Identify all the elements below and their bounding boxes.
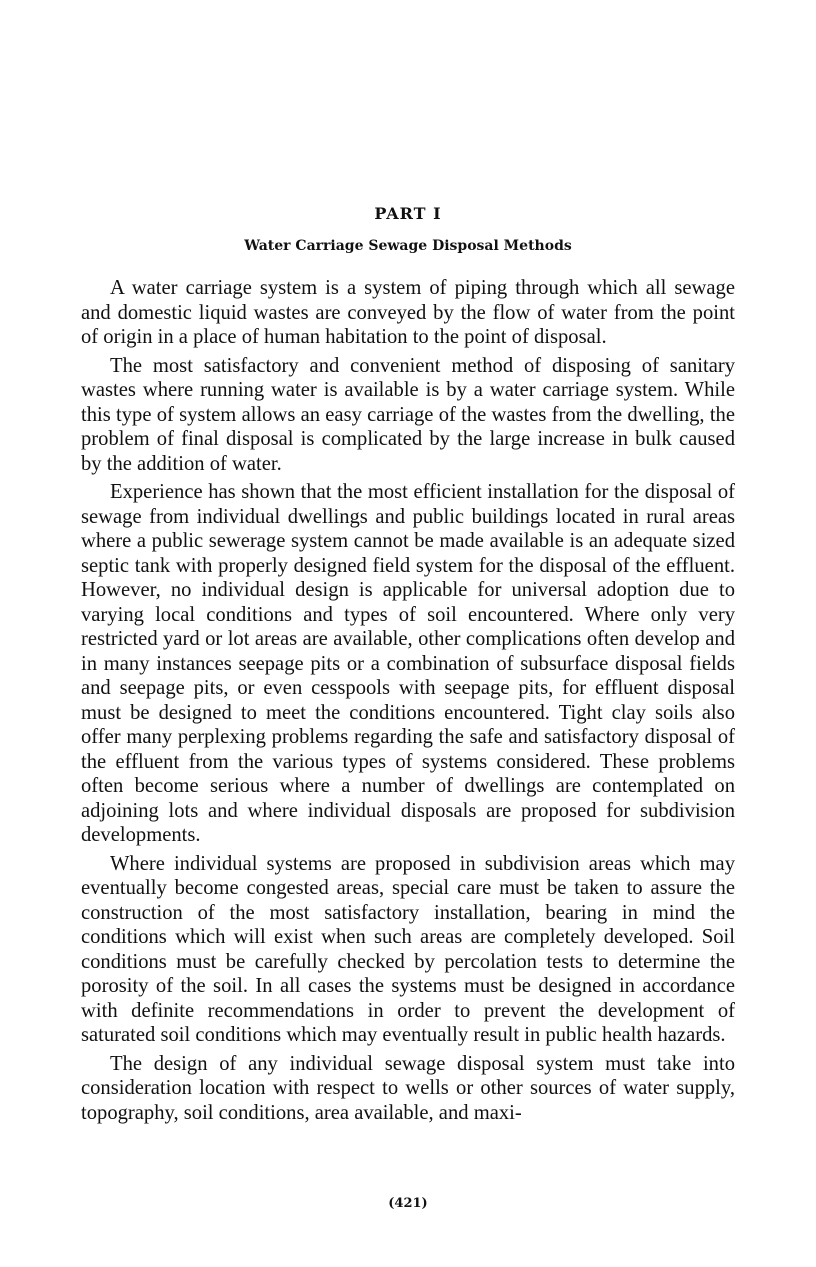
- body-text: [81, 276, 735, 1129]
- section-title: Water Carriage Sewage Disposal Methods: [244, 238, 572, 254]
- part-heading: PART I: [374, 204, 442, 223]
- page-number: (421): [388, 1196, 428, 1211]
- paragraph-subdivision-areas: Where individual systems are proposed in subdivision areas which may eventually become congested areas, special care must be taken to assure the construction of the most satisfactory installation, bearing in mind the conditions which will exist when such areas are completely developed. Soil conditions must be carefully checked by percolation tests to determine the porosity of the soil. In all cases the systems must be designed in accordance with definite recommendations in order to prevent the development of saturated soil conditions which may eventually result in public health hazards.: [81, 852, 735, 1046]
- paragraph-experience: Experience has shown that the most efficient installation for the disposal of sewage from individual dwellings and public buildings located in rural areas where a public sewerage system cannot be made available is an adequate sized septic tank with properly designed field system for the disposal of the effluent. However, no individual design is applicable for universal adoption due to varying local conditions and types of soil encountered. Where only very restricted yard or lot areas are available, other complications often develop and in many instances seepage pits or a combination of subsurface disposal fields and seepage pits, or even cesspools with seepage pits, for effluent disposal must be designed to meet the conditions encountered. Tight clay soils also offer many perplexing problems regarding the safe and satisfactory disposal of the effluent from the various types of systems considered. These problems often become serious where a number of dwellings are contemplated on adjoining lots and where individual disposals are proposed for subdivision developments.: [81, 481, 735, 846]
- paragraph-design-considerations: The design of any individual sewage disposal system must take into consideration location with respect to wells or other sources of water supply, topography, soil conditions, area available, and maxi-: [81, 1052, 735, 1124]
- paragraph-satisfactory-method: The most satisfactory and convenient method of disposing of sanitary wastes where running water is available is by a water carriage system. While this type of system allows an easy carriage of the wastes from the dwelling, the problem of final disposal is complicated by the large increase in bulk caused by the addition of water.: [81, 354, 735, 475]
- paragraph-water-carriage-definition: A water carriage system is a system of piping through which all sewage and domestic liquid wastes are conveyed by the flow of water from the point of origin in a place of human habitation to the point of disposal.: [81, 277, 735, 348]
